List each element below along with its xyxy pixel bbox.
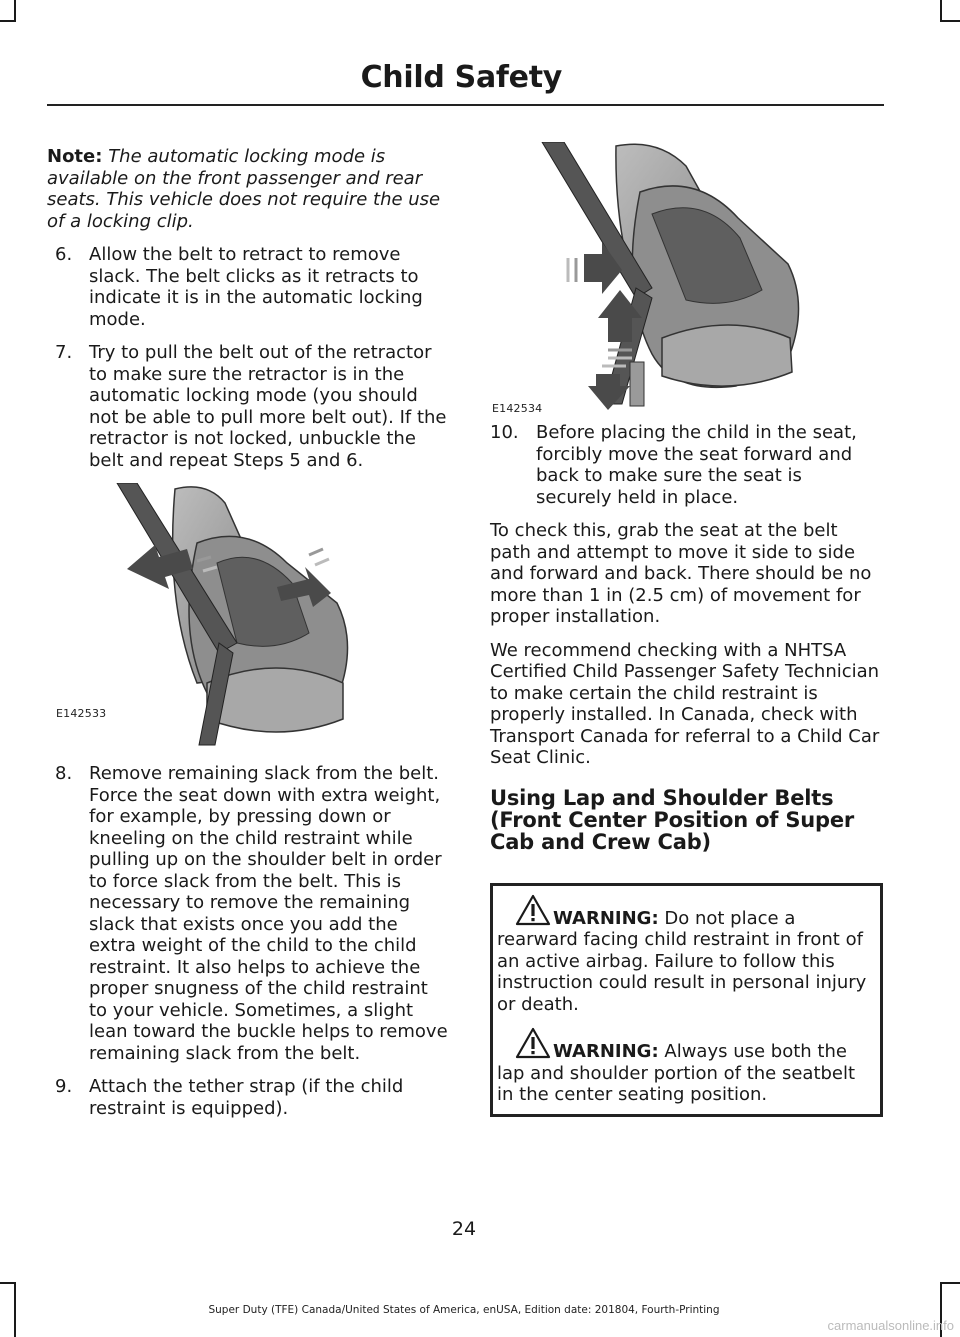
crop-mark: [0, 20, 16, 22]
note: [47, 146, 449, 232]
left-column: [47, 146, 449, 1131]
child-seat-illustration: [47, 483, 449, 749]
page-title: Child Safety: [360, 60, 562, 95]
step-text: Try to pull the belt out of the retractor to make sure the retractor is in the automatic locking mode (you should not be able to pull more belt out). If the retractor is not locked, unbuckle the belt and repeat Steps 5 and 6.: [89, 342, 447, 471]
step-text: Attach the tether strap (if the child restraint is equipped).: [89, 1076, 404, 1119]
note-label: Note:: [47, 146, 103, 167]
step-number: 6.: [55, 244, 73, 265]
list-item: [47, 342, 449, 471]
section-heading: Using Lap and Shoulder Belts (Front Center Position of Super Cab and Crew Cab): [490, 785, 855, 854]
step-number: 7.: [55, 342, 73, 363]
step-text: Before placing the child in the seat, forcibly move the seat forward and back to make sure the seat is securely held in place.: [536, 422, 857, 508]
paragraph: We recommend checking with a NHTSA Certified Child Passenger Safety Technician to make certain the child restraint is properly installed. In Canada, check with Transport Canada for referral to a Child Car Seat Clinic.: [490, 639, 880, 768]
note-text: The automatic locking mode is available on the front passenger and rear seats. This vehicle does not require the use of a locking clip.: [47, 146, 441, 232]
warning-text: [497, 908, 874, 1016]
steps-6-7: [47, 244, 449, 471]
list-item: [47, 1076, 449, 1119]
warning-triangle-icon: [515, 894, 551, 926]
list-item: [47, 244, 449, 330]
crop-mark: [14, 0, 16, 22]
step-text: Remove remaining slack from the belt. Force the seat down with extra weight, for example, by pressing down or kneeling on the child restraint while pulling up on the shoulder belt in order to force slack from the belt. This is necessary to remove the remaining slack that exists once you add the extra weight of the child to the child restraint. It also helps to achieve the proper snugness of the child restraint to your vehicle. Sometimes, a slight lean toward the buckle helps to remove remaining slack from the belt.: [89, 763, 448, 1064]
header-rule: [47, 104, 884, 106]
right-column: [490, 146, 882, 1117]
warning-label: WARNING:: [553, 907, 659, 929]
list-item: [490, 422, 882, 508]
crop-mark: [0, 1282, 16, 1284]
step-number: 9.: [55, 1076, 73, 1097]
warning: [497, 1041, 874, 1106]
warning-body: Do not place a rearward facing child restraint in front of an active airbag. Failure to follow this instruction could result in personal injury or death.: [497, 907, 867, 1015]
warning: [497, 908, 874, 1016]
child-seat-illustration: [490, 142, 882, 412]
warning-body: Always use both the lap and shoulder portion of the seatbelt in the center seating position.: [497, 1041, 856, 1105]
footer-edition: Super Duty (TFE) Canada/United States of America, enUSA, Edition date: 201804, Fourth-Printing: [208, 1304, 720, 1316]
figure-id: E142533: [56, 707, 107, 720]
figure-e142534: [490, 142, 882, 415]
warning-label: WARNING:: [553, 1041, 659, 1062]
crop-mark: [940, 20, 960, 22]
steps-8-9: [47, 763, 449, 1119]
list-item: [47, 763, 449, 1064]
warning-text: [497, 1041, 874, 1106]
paragraph: To check this, grab the seat at the belt path and attempt to move it side to side and forward and back. There should be no more than 1 in (2.5 cm) of movement for proper installation.: [490, 520, 872, 627]
page-number: 24: [451, 1218, 477, 1240]
figure-id: E142534: [492, 402, 543, 415]
step-text: Allow the belt to retract to remove slack. The belt clicks as it retracts to indicate it is in the automatic locking mode.: [89, 244, 423, 330]
warning-box: [490, 883, 883, 1117]
crop-mark: [940, 1282, 960, 1284]
step-number: 10.: [490, 422, 519, 443]
step-10: [490, 422, 882, 508]
warning-triangle-icon: [515, 1027, 551, 1059]
figure-e142533: [47, 483, 449, 749]
crop-mark: [940, 0, 942, 22]
step-number: 8.: [55, 763, 73, 784]
watermark: carmanualsonline.info: [827, 1318, 954, 1333]
